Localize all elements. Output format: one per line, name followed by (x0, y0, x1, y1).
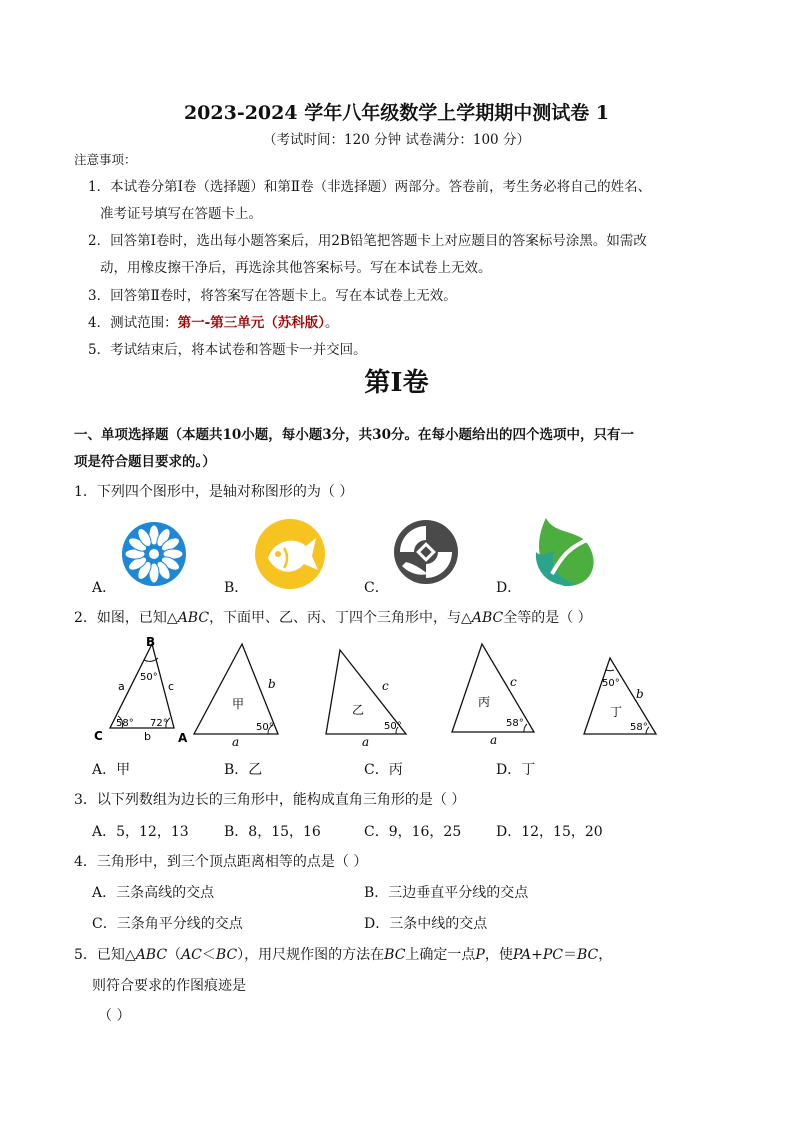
question-1-stem: 1．下列四个图形中，是轴对称图形的为（ ） (74, 484, 354, 500)
q2-abc-1: ABC (177, 610, 210, 626)
q5-part4: 上确定一点 (405, 947, 476, 963)
yi-angle: 50° (384, 721, 402, 732)
label-b: b (144, 730, 151, 743)
jia-name: 甲 (232, 697, 245, 711)
label-C: C (94, 729, 103, 743)
section-heading-line1: 一、单项选择题（本题共10小题，每小题3分，共30分。在每小题给出的四个选项中，只有一 (74, 427, 634, 443)
q5-part5: ，使 (484, 947, 513, 963)
jia-angle: 50° (256, 722, 274, 733)
note-3: 3．回答第Ⅱ卷时，将答案写在答题卡上。写在本试卷上无效。 (88, 288, 457, 304)
bing-side-c: c (510, 675, 517, 689)
ding-side-b: b (636, 687, 644, 701)
q5-pa: PA (512, 947, 532, 963)
angle-b-value: 50° (140, 672, 158, 683)
ding-angle-top: 50° (602, 678, 620, 689)
q1-option-d: D． (496, 580, 522, 596)
notes-heading: 注意事项： (74, 152, 137, 167)
yi-side-a: a (362, 735, 370, 749)
note-4-suffix: 。 (324, 315, 339, 331)
question-4-stem: 4．三角形中，到三个顶点距离相等的点是（ ） (74, 854, 368, 870)
q2-stem-part1: 2．如图，已知△ (74, 610, 178, 626)
q5-lt: ＜ (201, 947, 216, 963)
q1-option-b: B． (224, 580, 249, 596)
q5-part3: ），用尺规作图的方法在 (237, 947, 385, 963)
question-5-answer-bracket: （ ） (98, 1008, 131, 1024)
q3-option-a: A．5，12，13 (92, 824, 189, 840)
bing-angle: 58° (506, 718, 524, 729)
q5-abc: ABC (135, 947, 168, 963)
q1-option-a: A． (92, 580, 117, 596)
note-2: 2．回答第Ⅰ卷时，选出每小题答案后，用2B铅笔把答题卡上对应题目的答案标号涂黑。如需改 (88, 233, 647, 249)
q4-option-b: B．三边垂直平分线的交点 (364, 885, 529, 901)
question-5-line2: 则符合要求的作图痕迹是 (92, 978, 246, 994)
triangle-yi (322, 646, 414, 750)
note-5: 5．考试结束后，将本试卷和答题卡一并交回。 (88, 342, 367, 358)
label-A: A (178, 731, 188, 745)
q5-part6: ， (598, 947, 613, 963)
q5-p: P (475, 947, 485, 963)
volume-title: 第Ⅰ卷 (364, 368, 429, 398)
q5-bc3: BC (576, 947, 599, 963)
label-a: a (118, 680, 125, 693)
note-1-cont: 准考证号填写在答题卡上。 (100, 206, 262, 222)
exam-info: （考试时间：120 分钟 试卷满分：100 分） (263, 132, 530, 148)
q5-part2: （ (167, 947, 182, 963)
angle-c-value: 58° (116, 718, 134, 729)
q3-option-b: B．8，15，16 (224, 824, 321, 840)
coin-icon (392, 518, 460, 586)
leaf-icon (526, 512, 604, 590)
q5-bc: BC (215, 947, 238, 963)
q2-option-a: A．甲 (92, 762, 131, 778)
note-4 (88, 311, 338, 331)
bing-side-a: a (490, 733, 498, 747)
q5-bc2: BC (384, 947, 406, 963)
note-1: 1．本试卷分第Ⅰ卷（选择题）和第Ⅱ卷（非选择题）两部分。答卷前，考生务必将自己的姓名、 (88, 179, 652, 195)
fish-icon (254, 518, 326, 590)
q3-option-d: D．12，15，20 (496, 824, 603, 840)
jia-side-a: a (232, 735, 240, 748)
q2-abc-2: ABC (471, 610, 504, 626)
question-5-stem (74, 944, 612, 964)
angle-a-value: 72° (150, 718, 168, 729)
flower-icon (120, 520, 188, 588)
q1-option-c: C． (364, 580, 389, 596)
q3-option-c: C．9，16，25 (364, 824, 462, 840)
triangle-bing (448, 640, 540, 748)
note-2-cont: 动，用橡皮擦干净后，再选涂其他答案标号。写在本试卷上无效。 (100, 260, 492, 276)
question-3-stem: 3．以下列数组为边长的三角形中，能构成直角三角形的是（ ） (74, 792, 466, 808)
q5-pc: PC (542, 947, 563, 963)
yi-side-c: c (382, 679, 389, 693)
q5-ac: AC (181, 947, 202, 963)
triangle-jia (190, 640, 286, 748)
q2-option-d: D．丁 (496, 762, 536, 778)
ding-name: 丁 (610, 705, 623, 719)
q4-option-a: A．三条高线的交点 (92, 885, 215, 901)
q2-stem-part2: ，下面甲、乙、丙、丁四个三角形中，与△ (209, 610, 472, 626)
triangle-ding (580, 654, 660, 738)
label-c: c (168, 680, 175, 693)
q2-option-b: B．乙 (224, 762, 263, 778)
q2-option-c: C．丙 (364, 762, 403, 778)
ding-angle-bottom: 58° (630, 722, 648, 733)
q4-option-d: D．三条中线的交点 (364, 916, 488, 932)
q5-eq: ＝ (562, 947, 577, 963)
question-2-stem (74, 607, 592, 627)
note-4-prefix: 4．测试范围： (88, 315, 178, 331)
q4-option-c: C．三条角平分线的交点 (92, 916, 243, 932)
jia-side-b: b (268, 677, 276, 691)
section-heading-line2: 项是符合题目要求的。） (74, 454, 216, 470)
reference-triangle-abc (88, 636, 198, 746)
test-scope: 第一-第三单元（苏科版） (177, 315, 325, 331)
page-title: 2023-2024 学年八年级数学上学期期中测试卷 1 (183, 102, 610, 124)
bing-name: 丙 (478, 695, 491, 709)
label-B: B (146, 636, 156, 649)
q5-part1: 5．已知△ (74, 947, 136, 963)
yi-name: 乙 (352, 703, 365, 717)
q5-plus: + (531, 947, 543, 963)
q2-stem-part3: 全等的是（ ） (503, 610, 592, 626)
